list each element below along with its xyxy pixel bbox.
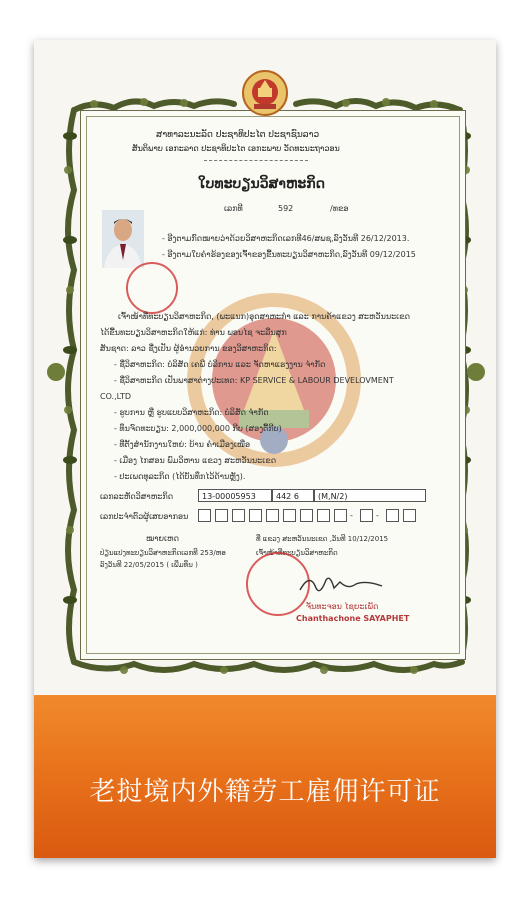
body-line-4: - ຊື່ວິສາຫະກິດ: ບໍລິສັດ ເຄພີ ບໍລິການ ແລະ ຈັດຫາແຮງງານ ຈໍາກັດ (114, 360, 326, 369)
photo-stamp (126, 262, 178, 314)
body-line-1: ເຈົ້າໜ້າທີ່ທະບຽນວິສາຫະກິດ, (ພະແນກ)ອຸດສາຫະກໍາ ແລະ ການຄ້າແຂວງ ສະຫວັນນະເຂດ (118, 312, 410, 321)
number-suffix: /ທຂອ (330, 204, 349, 213)
body-line-9: - ທີ່ຕັ້ງສໍານັກງານໃຫຍ່: ບ້ານ ຄໍາເມືອງເໜືອ (114, 440, 251, 449)
footer-officer-title: ເຈົ້າໜ້າທີ່ທະບຽນວິສາຫະກິດ (256, 549, 338, 557)
reg-code-field-2: 442 6 (272, 489, 314, 502)
header-line-1: ສາທາລະນະລັດ ປະຊາທິປະໄຕ ປະຊາຊົນລາວ (156, 130, 320, 140)
certificate-title: ໃບທະບຽນວິສາຫະກິດ (198, 176, 326, 192)
signer-name-lao: ຈັນທະຈອນ ໄຊຍະເພັດ (306, 602, 379, 611)
body-line-5: - ຊື່ວິສາຫະກິດ ເປັນພາສາຕ່າງປະເທດ: KP SERVICE & LABOUR DEVELOVMENT (114, 376, 394, 385)
footer-note-line-1: ປ່ຽນແປງທະບຽນວິສາຫະກິດເລກທີ 253/ຫອ (100, 549, 226, 557)
signer-name-en: Chanthachone SAYAPHET (296, 614, 410, 623)
reg-code-field: 13-00005953 (198, 489, 272, 502)
tax-number-label: ເລກປະຈໍາຕົວຜູ້ເສຍອາກອນ (100, 512, 189, 521)
header-line-2: ສັນຕິພາບ ເອກະລາດ ປະຊາທິປະໄຕ ເອກະພາບ ວັດທະນະຖາວອນ (132, 144, 340, 153)
holder-photo (102, 210, 144, 268)
person-portrait-icon (102, 210, 144, 268)
body-line-2: ໄດ້ຂື້ນທະບຽນວິສາຫະກິດໃຫ້ແກ່: ທ່ານ ພອນໄຊ ຈະລືນສຸກ (100, 328, 287, 337)
reg-code-label: ເລກລະຫັດວິສາຫະກິດ (100, 492, 174, 501)
header-divider (204, 160, 308, 161)
ref-line-2: - ອີງຕາມໃບຄໍາຮ້ອງຂອງເຈົ້າຂອງຂື້ນທະບຽນວິສາຫະກິດ,ລົງວັນທີ 09/12/2015 (162, 250, 416, 259)
certificate-number: 592 (278, 204, 294, 213)
number-label: ເລກທີ (224, 204, 243, 213)
body-line-6: CO.,LTD (100, 392, 132, 401)
footer-place-date: ທີ່ ແຂວງ ສະຫວັນນະເຂດ ,ວັນທີ 10/12/2015 (256, 535, 389, 543)
body-line-8: - ທຶນຈົດທະບຽນ: 2,000,000,000 ກີບ (ສອງຕື້ກີບ) (114, 424, 282, 433)
signature-icon (296, 568, 386, 598)
certificate-card (34, 40, 496, 858)
footer-note-line-2: ລົງວັນທີ 22/05/2015 ( ເພີ່ມທຶນ ) (100, 561, 198, 569)
footer-note-label: ໝາຍເຫດ (146, 534, 179, 543)
reg-code-field-3: (M,N/2) (314, 489, 426, 502)
caption-banner (34, 695, 496, 858)
body-line-11: - ປະເພດທຸລະກິດ (ໄດ້ບັນທຶກໄວ້ດ້ານຫຼັງ). (114, 472, 246, 481)
banner-title: 老挝境内外籍劳工雇佣许可证 (89, 777, 441, 807)
body-line-10: - ເມືອງ ໄກສອນ ພົມວິຫານ ແຂວງ ສະຫວັນນະເຂດ (114, 456, 277, 465)
body-line-3: ສັນຊາດ: ລາວ ຊື່ງເປັນ ຜູ້ອໍານວຍການ ຂອງວິສາຫະກິດ: (100, 344, 277, 353)
ref-line-1: - ອີງຕາມກົດໝາຍວ່າດ້ວຍວິສາຫະກິດເລກທີ46/ສພຊ,ລົງວັນທີ 26/12/2013. (162, 234, 410, 243)
body-line-7: - ຮູບການ ຫຼື ຮູບແບບວິສາຫະກິດ: ບໍລິສັດ ຈໍາກັດ (114, 408, 269, 417)
national-emblem-icon (240, 68, 290, 118)
certificate-image: ສາທາລະນະລັດ ປະຊາທິປະໄຕ ປະຊາຊົນລາວ ສັນຕິພາບ ເອກະລາດ ປະຊາທິປະໄຕ ເອກະພາບ ວັດທະນະຖາວອນ ໃບທະບຽນວິສາຫະກິດ ເລກທີ 592 /ທຂອ - ອີງຕາມກົດໝາຍວ່າດ້ວຍວິສາຫະກິດເລກທີ46/ສພຊ,ລົງວັນທີ 26/12/2013. - ອີງຕາມໃບຄໍາຮ້ອງຂອງເຈົ້າຂອງຂື້ນທະບຽນວິສາຫະກິດ,ລົງວັນທີ 09/12/2015 ເຈົ້າໜ້າທີ່ທະບຽນວິສາຫະກິດ, (ພະແນກ)ອຸດສາຫະກໍາ ແລະ ການຄ້າແຂວງ ສະຫວັນນະເຂດ ໄດ້ຂື້ນທະບຽນວິສາຫະກິດໃຫ້ແກ່: ທ່ານ ພອນໄຊ ຈະລືນສຸກ ສັນຊາດ: ລາວ ຊື່ງເປັນ ຜູ້ອໍານວຍການ ຂອງວິສາຫະກິດ: - ຊື່ວິສາຫະກິດ: ບໍລິສັດ ເຄພີ ບໍລິການ ແລະ ຈັດຫາແຮງງານ ຈໍາກັດ - ຊື່ວິສາຫະກິດ ເປັນພາສາຕ່າງປະເທດ: KP SERVICE & LABOUR DEVELOVMENT CO.,LTD - ຮູບການ ຫຼື ຮູບແບບວິສາຫະກິດ: ບໍລິສັດ ຈໍາກັດ - ທຶນຈົດທະບຽນ: 2,000,000,000 ກີບ (ສອງຕື້ກີບ) - ທີ່ຕັ້ງສໍານັກງານໃຫຍ່: ບ້ານ ຄໍາເມືອງເໜືອ - ເມືອງ ໄກສອນ ພົມວິຫານ ແຂວງ ສະຫວັນນະເຂດ - ປະເພດທຸລະກິດ (ໄດ້ບັນທຶກໄວ້ດ້ານຫຼັງ). ເລກລະຫັດວິສາຫະກິດ 13-00005953 442 6 (M,N/2) ເລກປະຈໍາຕົວຜູ້ເສຍອາກອນ - - ໝາຍເຫດ ປ່ຽນແປງທະບຽນວິສາຫະກິດເລກທີ 253/ຫອ ລົງວັນທີ 22/05/2015 ( ເພີ່ມທຶນ ) ທີ່ ແຂວງ ສະຫວັນນະເຂດ ,ວັນທີ 10/12/2015 ເຈົ້າໜ້າທີ່ທະບຽນວິສາຫະກິດ ຈັນທະຈອນ ໄຊຍະເພັດ Chanthachone SAYAPHET (34, 40, 496, 695)
